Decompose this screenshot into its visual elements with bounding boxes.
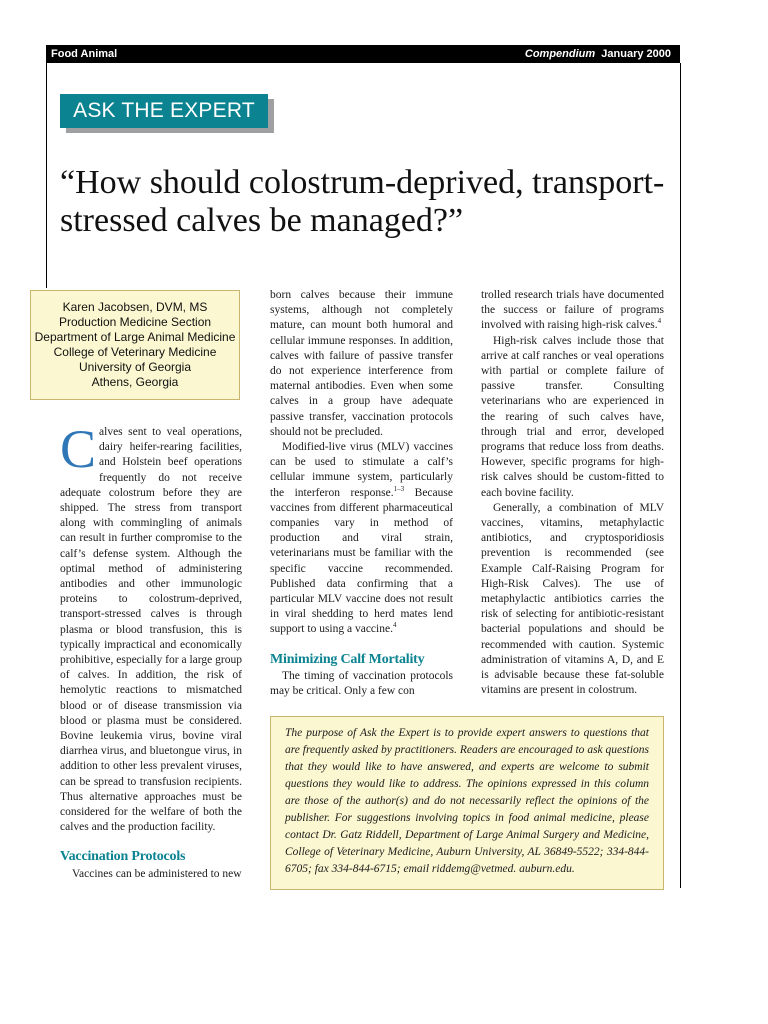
author-name: Karen Jacobsen, DVM, MS: [62, 300, 208, 314]
journal-info: [525, 45, 671, 63]
timing-text-start: The timing of vaccination protocols may be critical. Only a few con: [270, 669, 453, 698]
author-department: Department of Large Animal Medicine: [34, 330, 236, 344]
vaccination-paragraph-1: [60, 867, 242, 882]
running-header: [46, 45, 680, 63]
mortality-paragraph-1-cont: [481, 288, 664, 334]
vaccination-text-start: Vaccines can be administered to new: [72, 867, 242, 880]
column-3: [481, 288, 664, 698]
column-2: [270, 288, 453, 699]
citation-1-3: 1–3: [393, 484, 405, 493]
heading-vaccination: Vaccination Protocols: [60, 849, 186, 865]
timing-text-end: trolled research trials have documented the success or failure of programs involved with raising high-risk calves.: [481, 289, 664, 332]
right-rule: [680, 63, 681, 888]
mortality-paragraph-1: [270, 669, 453, 699]
mortality-paragraph-3: Generally, a combination of MLV vaccines, vitamins, metaphylactic antibiotics, and cryptosporidiosis prevention is recommended (see Example Calf-Raising Program for High-Risk Calves). The use of metaphylactic antibiotics carries the risk of selecting for antibiotic-resistant bacterial populations and should be recommended with caution. Systemic administration of vitamins A, D, and E is advisable because these fat-soluble vitamins are present in colostrum.: [481, 501, 664, 697]
author-section: Production Medicine Section: [58, 315, 212, 329]
department-badge: ASK THE EXPERT: [60, 94, 268, 128]
editorial-note-box: [270, 716, 664, 890]
intro-paragraph: [60, 419, 242, 835]
citation-4: 4: [392, 621, 397, 630]
citation-4b: 4: [657, 317, 662, 326]
author-location: Athens, Georgia: [91, 375, 179, 389]
journal-name: Compendium: [524, 48, 596, 60]
author-university: University of Georgia: [78, 360, 192, 374]
vaccination-paragraph-2: [270, 440, 453, 638]
vaccination-paragraph-1-cont: [270, 288, 453, 440]
section-label: Food Animal: [51, 48, 118, 60]
intro-text: alves sent to veal operations, dairy heifer-rearing facilities, and Holstein beef operations frequently do not receive adequate colostrum before they are shipped. The stress from transport along with commingling of animals can result in further compromise to the calf’s defense system. Although the optimal method of administering antibodies and other immunologic proteins to colostrum-deprived, transport-stressed calves is through plasma or blood transfusion, this is typically impractical and economically prohibitive, especially for a large group of calves. In addition, the risk of hemolytic reactions to mismatched blood or of disease transmission via blood or plasma must be considered. Bovine leukemia virus, bovine viral diarrhea virus, and bluetongue virus, in addition to other less prevalent viruses, can be spread to transfusion recipients. Thus alternative approaches must be considered for the welfare of both the calves and the production facility.: [60, 426, 242, 834]
column-1: [60, 419, 242, 882]
author-box: [30, 290, 240, 400]
vaccination-text-end: born calves because their immune systems, although not completely mature, can mount both humoral and cellular immune responses. In addition, calves with failure of passive transfer do not experience interference from maternal antibodies. Even when some calves in a group have adequate passive transfer, vaccination protocols should not be precluded.: [270, 289, 453, 438]
mlv-text-b: Because vaccines from different pharmaceutical companies vary in method of production and viral strain, veterinarians must be familiar with the specific vaccine recommended. Published data confirming that a particular MLV vaccine does not result in viral shedding to herd mates lend support to using a vaccine.: [270, 486, 453, 636]
editorial-note-text: The purpose of Ask the Expert is to provide expert answers to questions that are frequently asked by practitioners. Readers are encouraged to ask questions that they would like to have answered, and experts are welcome to submit questions they would like to address. The opinions expressed in this column are those of the author(s) and do not necessarily reflect the opinions of the publisher. For suggestions involving topics in food animal medicine, please contact Dr. Gatz Riddell, Department of Large Animal Surgery and Medicine, College of Veterinary Medicine, Auburn University, AL 36849-5522; 334-844-6705; fax 334-844-6715; email riddemg@vetmed. auburn.edu.: [285, 727, 649, 875]
article-title: “How should colostrum-deprived, transport-stressed calves be managed?”: [60, 164, 665, 239]
left-rule: [46, 63, 47, 288]
drop-cap: C: [60, 419, 97, 479]
mortality-paragraph-2: High-risk calves include those that arrive at calf ranches or veal operations with partial or complete failure of passive transfer. Consulting veterinarians who are experienced in the rearing of such calves have, through trial and error, developed programs that reduce loss from deaths. However, specific programs for high-risk calves should be custom-fitted to each bovine facility.: [481, 334, 664, 499]
issue-date: January 2000: [601, 48, 671, 60]
heading-mortality: Minimizing Calf Mortality: [270, 651, 425, 667]
author-college: College of Veterinary Medicine: [53, 345, 217, 359]
mlv-text-a: Modified-live virus (MLV) vaccines can be used to stimulate a calf’s cellular immune system, particularly the interferon response.: [270, 441, 453, 499]
